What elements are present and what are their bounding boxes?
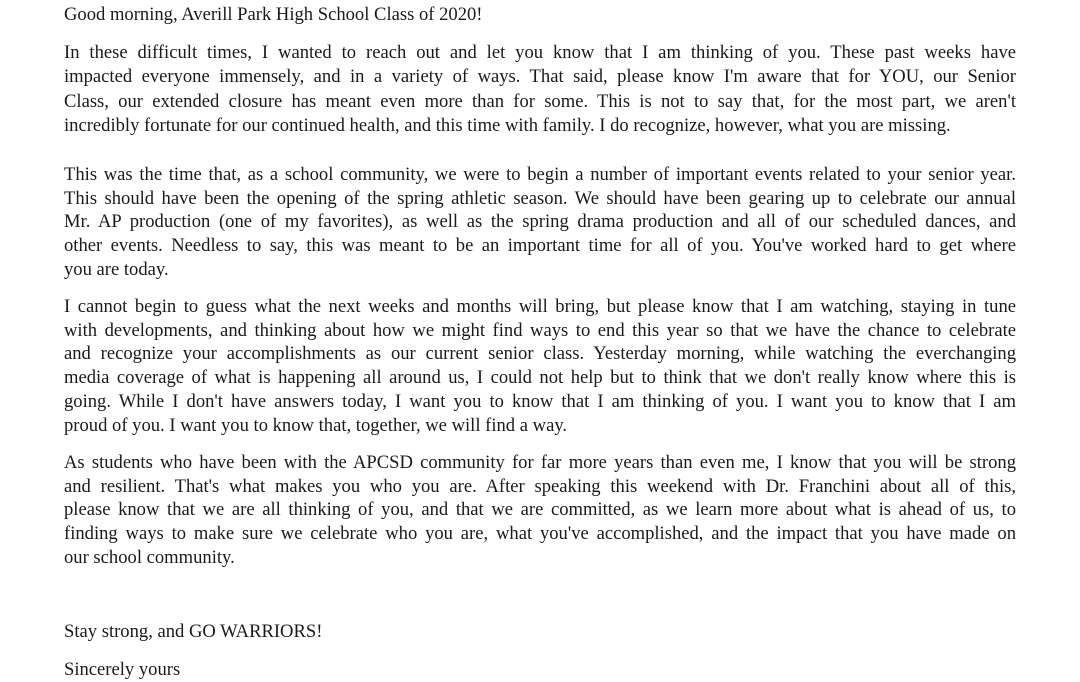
greeting: Good morning, Averill Park High School Class of 2020! bbox=[64, 4, 483, 25]
paragraph-line: This should have been the opening of the spring athletic season. We should have been gearing up to celebrate our annual bbox=[64, 188, 1016, 209]
paragraph-line: our school community. bbox=[64, 547, 235, 568]
paragraph-line: In these difficult times, I wanted to reach out and let you know that I am thinking of you. These past weeks have bbox=[64, 42, 1016, 63]
paragraph-line: incredibly fortunate for our continued health, and this time with family. I do recognize, however, what you are missing. bbox=[64, 115, 951, 136]
paragraph-line: and recognize your accomplishments as our current senior class. Yesterday morning, while watching the everchanging bbox=[64, 343, 1016, 364]
paragraph-line: Class, our extended closure has meant even more than for some. This is not to say that, for the most part, we aren't bbox=[64, 91, 1016, 112]
paragraph-line: with developments, and thinking about how we might find ways to end this year so that we have the chance to celebrate bbox=[64, 320, 1016, 341]
paragraph-line: other events. Needless to say, this was meant to be an important time for all of you. You've worked hard to get where bbox=[64, 235, 1016, 256]
paragraph-line: This was the time that, as a school community, we were to begin a number of important events related to your senior year. bbox=[64, 164, 1016, 185]
paragraph-line: you are today. bbox=[64, 259, 169, 280]
paragraph-line: proud of you. I want you to know that, together, we will find a way. bbox=[64, 415, 568, 436]
paragraph-line: please know that we are all thinking of you, and that we are committed, as we learn more about what is ahead of us, to bbox=[64, 499, 1016, 520]
paragraph-line: media coverage of what is happening all around us, I could not help but to think that we don't really know where this is bbox=[64, 367, 1016, 388]
paragraph-line: As students who have been with the APCSD community for far more years than even me, I know that you will be strong bbox=[64, 452, 1016, 473]
paragraph-line: Mr. AP production (one of my favorites), as well as the spring drama production and all of our scheduled dances, and bbox=[64, 211, 1016, 232]
paragraph-line: finding ways to make sure we celebrate who you are, what you've accomplished, and the impact that you have made on bbox=[64, 523, 1016, 544]
paragraph-line: going. While I don't have answers today, I want you to know that I am thinking of you. I want you to know that I am bbox=[64, 391, 1016, 412]
paragraph-line: I cannot begin to guess what the next weeks and months will bring, but please know that I am watching, staying in tune bbox=[64, 296, 1016, 317]
paragraph-line: impacted everyone immensely, and in a variety of ways. That said, please know I'm aware that for YOU, our Senior bbox=[64, 66, 1016, 87]
signoff-line: Sincerely yours bbox=[64, 659, 181, 680]
closing-line: Stay strong, and GO WARRIORS! bbox=[64, 621, 323, 642]
paragraph-line: and resilient. That's what makes you who you are. After speaking this weekend with Dr. Franchini about all of this, bbox=[64, 476, 1016, 497]
